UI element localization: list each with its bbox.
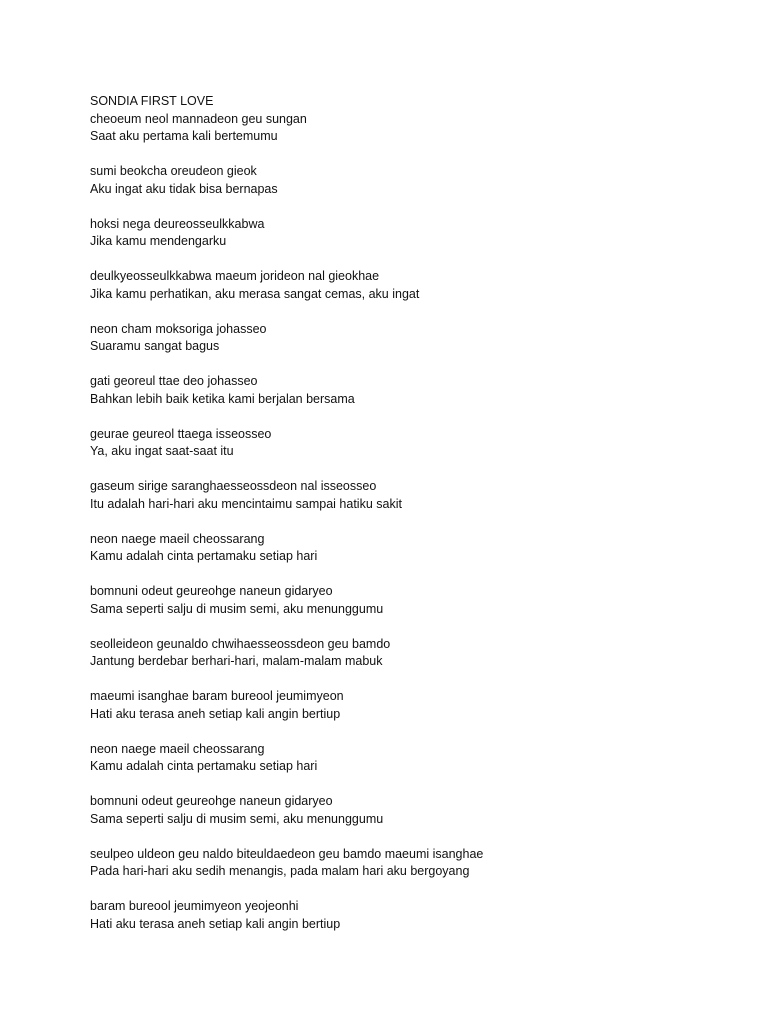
lyric-line-indonesian: Sama seperti salju di musim semi, aku menunggumu [90,811,384,826]
stanza [90,373,730,408]
stanza [90,793,730,828]
lyric-line-indonesian: Suaramu sangat bagus [90,339,220,353]
lyric-line-korean: gati georeul ttae deo johasseo [90,374,258,388]
stanza [90,636,730,671]
stanza [90,93,730,146]
stanza [90,583,730,618]
lyric-line-indonesian: Kamu adalah cinta pertamaku setiap hari [90,549,318,563]
lyric-line-korean: neon naege maeil cheossarang [90,741,265,756]
stanza [90,163,730,198]
lyric-line-indonesian: Aku ingat aku tidak bisa bernapas [90,181,278,196]
stanza [90,688,730,723]
stanza [90,268,730,303]
lyric-line-korean: cheoeum neol mannadeon geu sungan [90,111,307,126]
lyric-line-korean: baram bureool jeumimyeon yeojeonhi [90,899,299,913]
lyric-line-korean: neon naege maeil cheossarang [90,531,265,546]
stanza [90,216,730,251]
lyric-line-korean: maeumi isanghae baram bureool jeumimyeon [90,689,344,703]
lyric-line-indonesian: Saat aku pertama kali bertemumu [90,129,278,143]
stanza [90,478,730,513]
lyric-line-korean: deulkyeosseulkkabwa maeum jorideon nal gieokhae [90,269,380,283]
document-title: SONDIA FIRST LOVE [90,94,214,108]
stanza [90,898,730,933]
lyric-line-indonesian: Ya, aku ingat saat-saat itu [90,444,234,458]
lyric-line-indonesian: Sama seperti salju di musim semi, aku menunggumu [90,601,384,616]
lyric-line-korean: geurae geureol ttaega isseosseo [90,426,272,441]
lyric-line-indonesian: Pada hari-hari aku sedih menangis, pada malam hari aku bergoyang [90,864,470,878]
lyric-line-indonesian: Hati aku terasa aneh setiap kali angin bertiup [90,916,341,931]
lyric-line-indonesian: Jika kamu perhatikan, aku merasa sangat cemas, aku ingat [90,286,420,301]
lyric-line-indonesian: Itu adalah hari-hari aku mencintaimu sampai hatiku sakit [90,496,402,511]
stanza [90,741,730,776]
lyric-line-korean: bomnuni odeut geureohge naneun gidaryeo [90,794,333,808]
lyric-line-indonesian: Kamu adalah cinta pertamaku setiap hari [90,759,318,773]
lyric-line-indonesian: Jantung berdebar berhari-hari, malam-malam mabuk [90,654,383,668]
stanza [90,531,730,566]
lyric-line-indonesian: Bahkan lebih baik ketika kami berjalan bersama [90,391,355,406]
lyrics-document [90,93,730,951]
stanza [90,426,730,461]
lyric-line-korean: hoksi nega deureosseulkkabwa [90,216,265,231]
lyric-line-indonesian: Hati aku terasa aneh setiap kali angin bertiup [90,706,341,721]
stanza [90,846,730,881]
stanza [90,321,730,356]
lyric-line-korean: seulpeo uldeon geu naldo biteuldaedeon geu bamdo maeumi isanghae [90,846,484,861]
lyric-line-korean: gaseum sirige saranghaesseossdeon nal isseosseo [90,479,377,493]
lyric-line-korean: seolleideon geunaldo chwihaesseossdeon geu bamdo [90,636,391,651]
lyric-line-korean: bomnuni odeut geureohge naneun gidaryeo [90,584,333,598]
lyric-line-indonesian: Jika kamu mendengarku [90,234,227,248]
lyric-line-korean: neon cham moksoriga johasseo [90,321,267,336]
lyric-line-korean: sumi beokcha oreudeon gieok [90,164,257,178]
